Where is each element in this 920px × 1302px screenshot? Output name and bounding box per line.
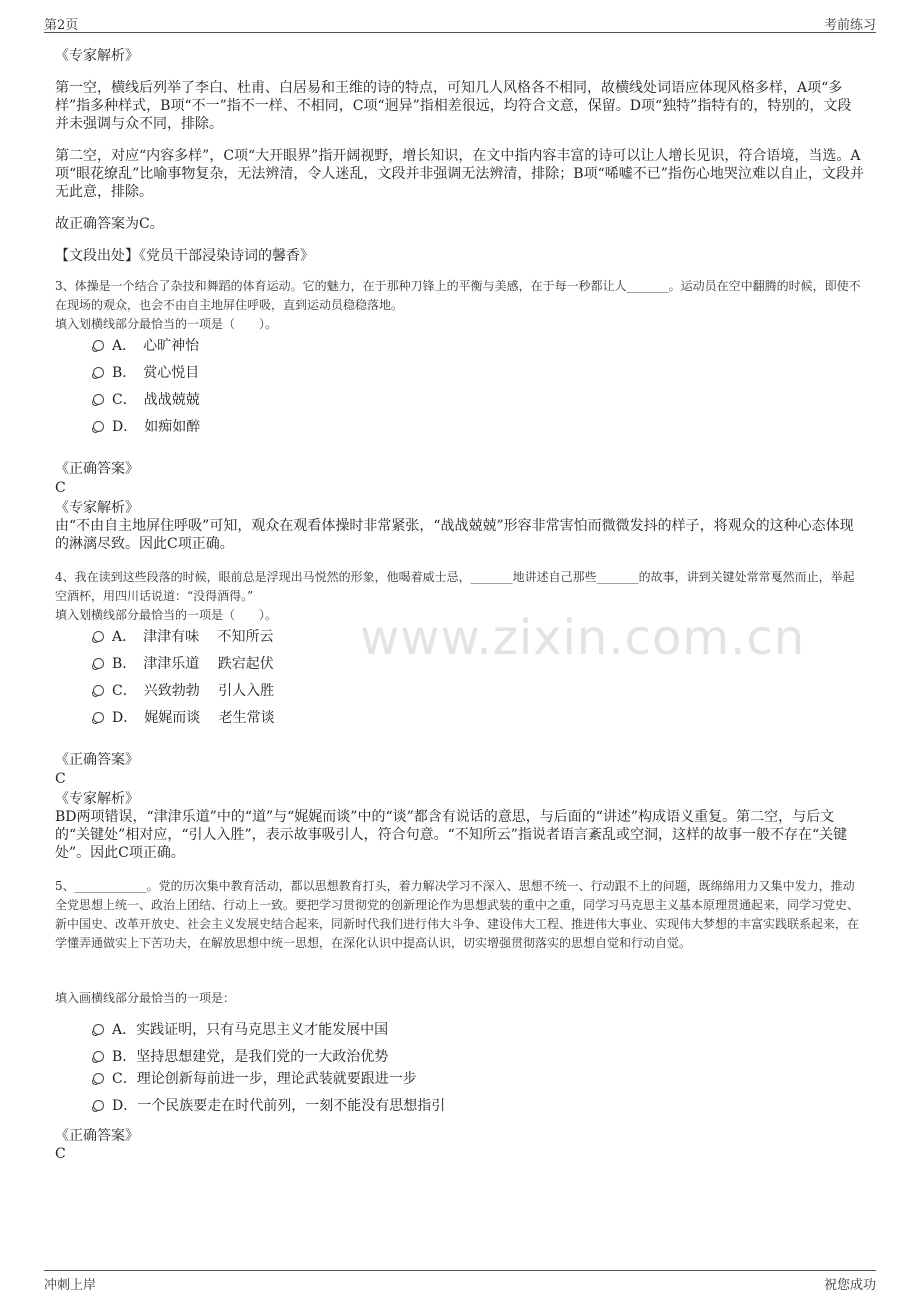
q5-option-d[interactable]: D．一个民族要走在时代前列，一刻不能没有思想指引 xyxy=(93,1096,445,1116)
radio-icon xyxy=(93,1073,104,1084)
watermark: www.zixin.com.cn xyxy=(360,610,806,666)
q2-analysis-para1: 第一空，横线后列举了李白、杜甫、白居易和王维的诗的特点，可知几人风格各不相同，故横线处词语应体现风格多样，A项“多样”指多种样式，B项“不一”指不一样、不相同，C项“迥异”指相差很远，均符合文意，保留。D项“独特”指特有的，特别的，文段并未强调与众不同，排除。 xyxy=(55,80,852,132)
radio-icon xyxy=(93,421,104,432)
radio-icon xyxy=(93,1100,104,1111)
page-number: 第2页 xyxy=(44,18,79,33)
q5-option-b[interactable]: B．坚持思想建党，是我们党的一大政治优势 xyxy=(93,1047,388,1067)
q4-answer: C xyxy=(55,771,66,787)
q4-analysis-title: 《专家解析》 xyxy=(55,791,139,807)
q3-answer: C xyxy=(55,480,66,496)
q2-source: 【文段出处】《党员干部浸染诗词的馨香》 xyxy=(55,248,314,264)
radio-icon xyxy=(93,631,104,642)
q3-analysis: 由“不由自主地屏住呼吸”可知，观众在观看体操时非常紧张，“战战兢兢”形容非常害怕而微微发抖的样子，将观众的这种心态体现的淋漓尽致。因此C项正确。 xyxy=(55,518,854,552)
q5-answer: C xyxy=(55,1146,66,1162)
footer-left-text: 冲刺上岸 xyxy=(44,1278,97,1293)
radio-icon xyxy=(93,685,104,696)
q4-option-c[interactable]: C． 兴致勃勃 引人入胜 xyxy=(93,681,274,701)
q4-option-b[interactable]: B． 津津乐道 跌宕起伏 xyxy=(93,654,274,674)
q4-analysis: BD两项错误，“津津乐道”中的“道”与“娓娓而谈”中的“谈”都含有说话的意思，与后面的“讲述”构成语义重复。第二空，与后文的“关键处”相对应，“引人入胜”，表示故事吸引人，符合句意。“不知所云”指说者语言紊乱或空洞，这样的故事一般不存在“关键处”。因此C项正确。 xyxy=(55,809,848,861)
q3-prompt: 填入划横线部分最恰当的一项是（ ）。 xyxy=(55,317,278,331)
q4-option-d[interactable]: D． 娓娓而谈 老生常谈 xyxy=(93,708,275,728)
header-title: 考前练习 xyxy=(823,18,876,33)
q5-stem: 5、____________。党的历次集中教育活动，都以思想教育打头，着力解决学习不深入、思想不统一、行动跟不上的问题，既绵绵用力又集中发力，推动全党思想上统一、政治上团结、行动上一致。要把学习贯彻党的创新理论作为思想武装的重中之重，同学习马克思主义基本原理贯通起来，同学习党史、新中国史、改革开放史、社会主义发展史结合起来，同新时代我们进行伟大斗争、建设伟大工程、推进伟大事业、实现伟大梦想的丰富实践联系起来，在学懂弄通做实上下苦功夫，在解放思想中统一思想，在深化认识中提高认识，切实增强贯彻落实的思想自觉和行动自觉。 xyxy=(55,879,860,950)
q3-option-a[interactable]: A． 心旷神怡 xyxy=(93,336,199,356)
radio-icon xyxy=(93,712,104,723)
q5-prompt: 填入画横线部分最恰当的一项是： xyxy=(55,991,236,1005)
q3-answer-title: 《正确答案》 xyxy=(55,461,139,477)
radio-icon xyxy=(93,367,104,378)
page-footer xyxy=(44,1270,876,1297)
radio-icon xyxy=(93,394,104,405)
q3-option-d[interactable]: D． 如痴如醉 xyxy=(93,417,200,437)
q5-option-a[interactable]: A．实践证明，只有马克思主义才能发展中国 xyxy=(93,1020,388,1040)
q3-option-c[interactable]: C． 战战兢兢 xyxy=(93,390,200,410)
q3-stem: 3、体操是一个结合了杂技和舞蹈的体育运动。它的魅力，在于那种刀锋上的平衡与美感，在于每一秒都让人_______。运动员在空中翻腾的时候，即使不在现场的观众，也会不由自主地屏住呼吸，直到运动员稳稳落地。 xyxy=(55,279,861,312)
q4-option-a[interactable]: A． 津津有味 不知所云 xyxy=(93,627,274,647)
q2-analysis-para2: 第二空，对应“内容多样”，C项“大开眼界”指开阔视野，增长知识，在文中指内容丰富的诗可以让人增长见识，符合语境，当选。A项“眼花缭乱”比喻事物复杂，无法辨清，令人迷乱，文段并非强调无法辨清，排除；B项“唏嘘不已”指伤心地哭泣难以自止，文段并无此意，排除。 xyxy=(55,148,864,200)
q4-answer-title: 《正确答案》 xyxy=(55,752,139,768)
q4-stem: 4、我在读到这些段落的时候，眼前总是浮现出马悦然的形象，他喝着威士忌，_______地讲述自己那些_______的故事，讲到关键处常常戛然而止，举起空酒杯，用四川话说道：“没得酒得。” xyxy=(55,570,855,603)
q4-prompt: 填入划横线部分最恰当的一项是（ ）。 xyxy=(55,608,278,622)
q5-answer-title: 《正确答案》 xyxy=(55,1128,139,1144)
radio-icon xyxy=(93,340,104,351)
radio-icon xyxy=(93,1024,104,1035)
footer-right-text: 祝您成功 xyxy=(823,1278,876,1293)
page-header xyxy=(44,12,876,33)
q2-conclusion: 故正确答案为C。 xyxy=(55,216,164,232)
q2-analysis-title: 《专家解析》 xyxy=(55,48,139,64)
radio-icon xyxy=(93,1051,104,1062)
radio-icon xyxy=(93,658,104,669)
q3-option-b[interactable]: B． 赏心悦目 xyxy=(93,363,199,383)
q5-option-c[interactable]: C．理论创新每前进一步，理论武装就要跟进一步 xyxy=(93,1069,417,1089)
q3-analysis-title: 《专家解析》 xyxy=(55,500,139,516)
